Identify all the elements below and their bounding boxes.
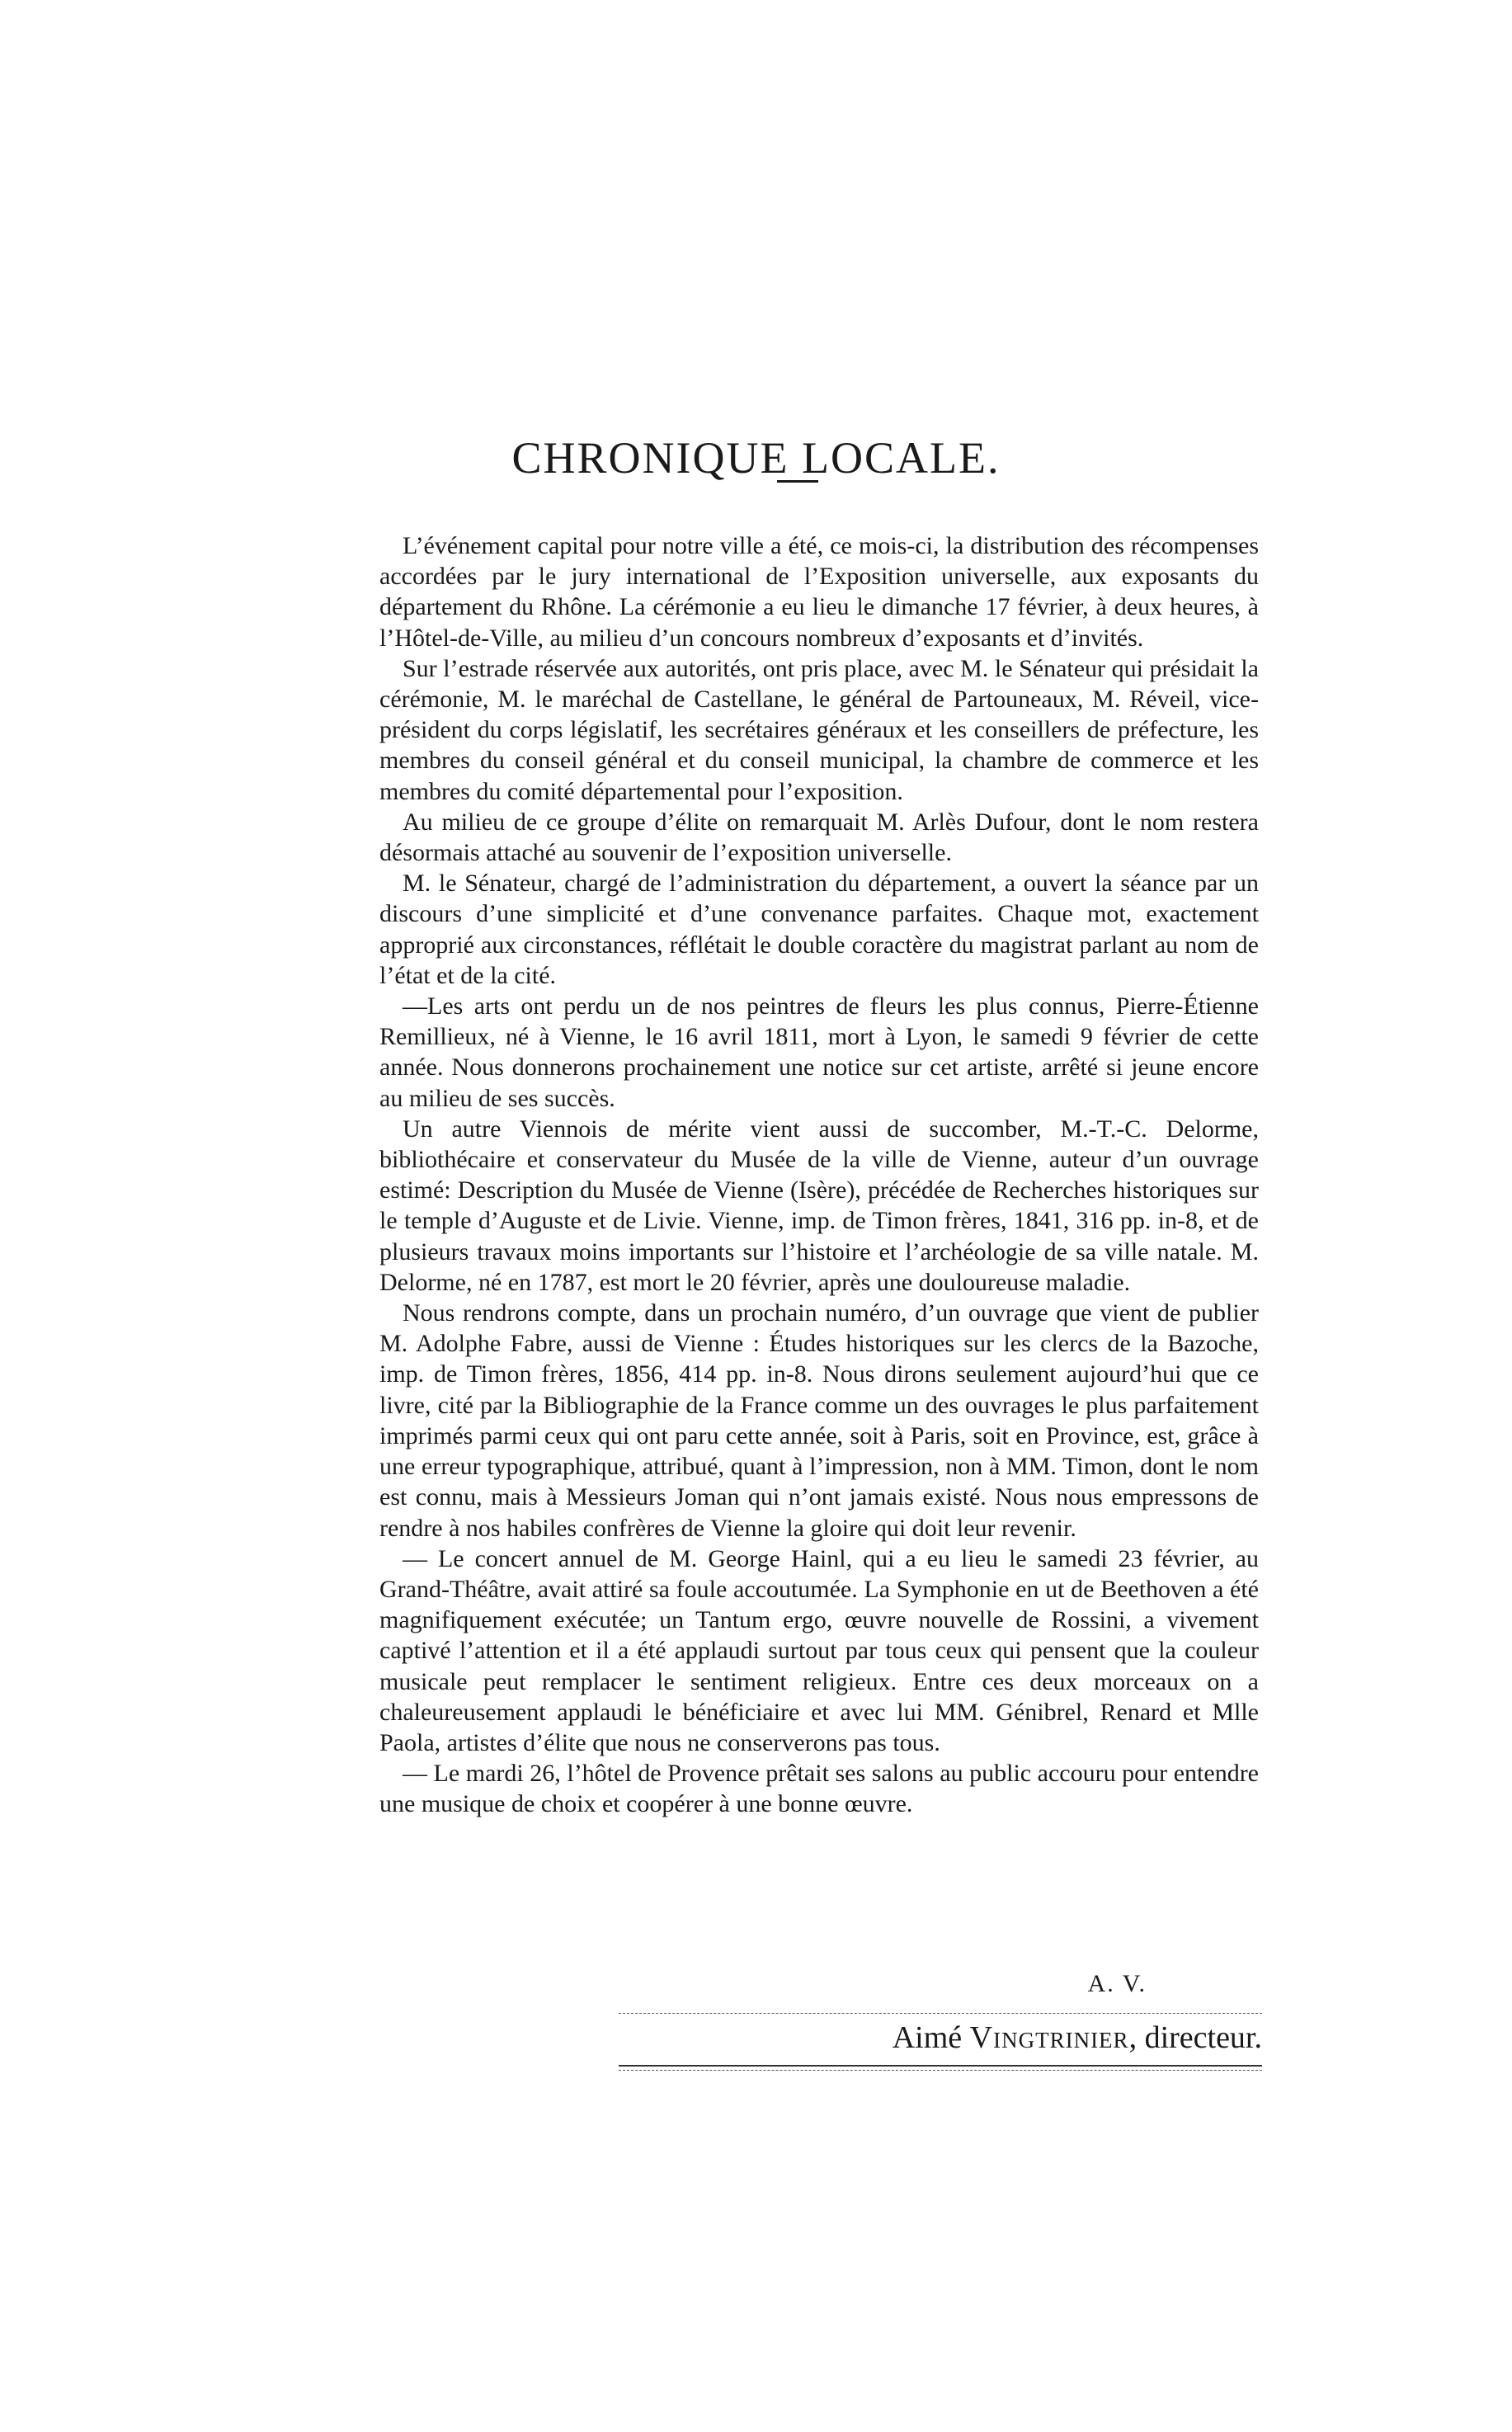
director-role: , directeur. — [1128, 2020, 1262, 2055]
paragraph-2: Sur l’estrade réservée aux autorités, ont pris place, avec M. le Sénateur qui présidait la cérémonie, M. le maréchal de Castellane, le général de Partouneaux, M. Réveil, vice-président du corps législatif, les secrétaires généraux et les conseillers de préfecture, les membres du conseil général et du conseil municipal, la chambre de commerce et les membres du comité départemental pour l’exposition. — [379, 654, 1259, 805]
director-line — [619, 2020, 1262, 2056]
paragraph-3: Au milieu de ce groupe d’élite on remarquait M. Arlès Dufour, dont le nom restera désormais attaché au souvenir de l’exposition universelle. — [379, 808, 1259, 867]
article-body — [379, 530, 1259, 1820]
page-title: CHRONIQUE LOCALE. — [511, 433, 1001, 483]
paragraph-1: L’événement capital pour notre ville a été, ce mois-ci, la distribution des récompenses accordées par le jury international de l’Exposition universelle, aux exposants du département du Rhône. La cérémonie a eu lieu le dimanche 17 février, à deux heures, à l’Hôtel-de-Ville, au milieu d’un concours nombreux d’exposants et d’invités. — [379, 532, 1259, 652]
paragraph-7: Nous rendrons compte, dans un prochain numéro, d’un ouvrage que vient de publier M. Adolphe Fabre, aussi de Vienne : Études historiques sur les clercs de la Bazoche, imp. de Timon frères, 1856, 414 pp. in-8. Nous dirons seulement aujourd’hui que ce livre, cité par la Bibliographie de la France comme un des ouvrages le plus parfaitement imprimés parmi ceux qui ont paru cette année, soit à Paris, soit en Province, est, grâce à une erreur typographique, attribué, quant à l’impression, non à MM. Timon, dont le nom est connu, mais à Messieurs Joman qui n’ont jamais existé. Nous nous empressons de rendre à nos habiles confrères de Vienne la gloire qui doit leur revenir. — [379, 1299, 1259, 1542]
director-last-name: Vingtrinier — [969, 2020, 1129, 2055]
director-rule-top — [619, 2013, 1262, 2014]
paragraph-9: — Le mardi 26, l’hôtel de Provence prêtait ses salons au public accouru pour entendre une musique de choix et coopérer à une bonne œuvre. — [379, 1760, 1259, 1818]
paragraph-8: — Le concert annuel de M. George Hainl, qui a eu lieu le samedi 23 février, au Grand-Théâtre, avait attiré sa foule accoutumée. La Symphonie en ut de Beethoven a été magnifiquement exécutée; un Tantum ergo, œuvre nouvelle de Rossini, a vivement captivé l’attention et il a été applaudi surtout par tous ceux qui pensent que la couleur musicale peut remplacer le sentiment religieux. Entre ces deux morceaux on a chaleureusement applaudi le bénéficiaire et avec lui MM. Génibrel, Renard et Mlle Paola, artistes d’élite que nous ne conserverons pas tous. — [379, 1544, 1259, 1756]
director-first-name: Aimé — [892, 2020, 963, 2055]
paragraph-5: —Les arts ont perdu un de nos peintres de fleurs les plus connus, Pierre-Étienne Remillieux, né à Vienne, le 16 avril 1811, mort à Lyon, le samedi 9 février de cette année. Nous donnerons prochainement une notice sur cet artiste, arrêté si jeune encore au milieu de ses succès. — [379, 992, 1259, 1112]
director-rule-bottom-dashed — [619, 2070, 1262, 2071]
paragraph-4: M. le Sénateur, chargé de l’administration du département, a ouvert la séance par un discours d’une simplicité et d’une convenance parfaites. Chaque mot, exactement approprié aux circonstances, réflétait le double coractère du magistrat parlant au nom de l’état et de la cité. — [379, 870, 1259, 989]
director-rule-bottom — [619, 2065, 1262, 2067]
signature: A. V. — [1087, 1970, 1147, 1997]
title-rule — [777, 480, 818, 483]
paragraph-6: Un autre Viennois de mérite vient aussi de succomber, M.-T.-C. Delorme, bibliothécaire et conservateur du Musée de la ville de Vienne, auteur d’un ouvrage estimé: Description du Musée de Vienne (Isère), précédée de Recherches historiques sur le temple d’Auguste et de Livie. Vienne, imp. de Timon frères, 1841, 316 pp. in-8, et de plusieurs travaux moins importants sur l’histoire et l’archéologie de sa ville natale. M. Delorme, né en 1787, est mort le 20 février, après une douloureuse maladie. — [379, 1115, 1259, 1296]
